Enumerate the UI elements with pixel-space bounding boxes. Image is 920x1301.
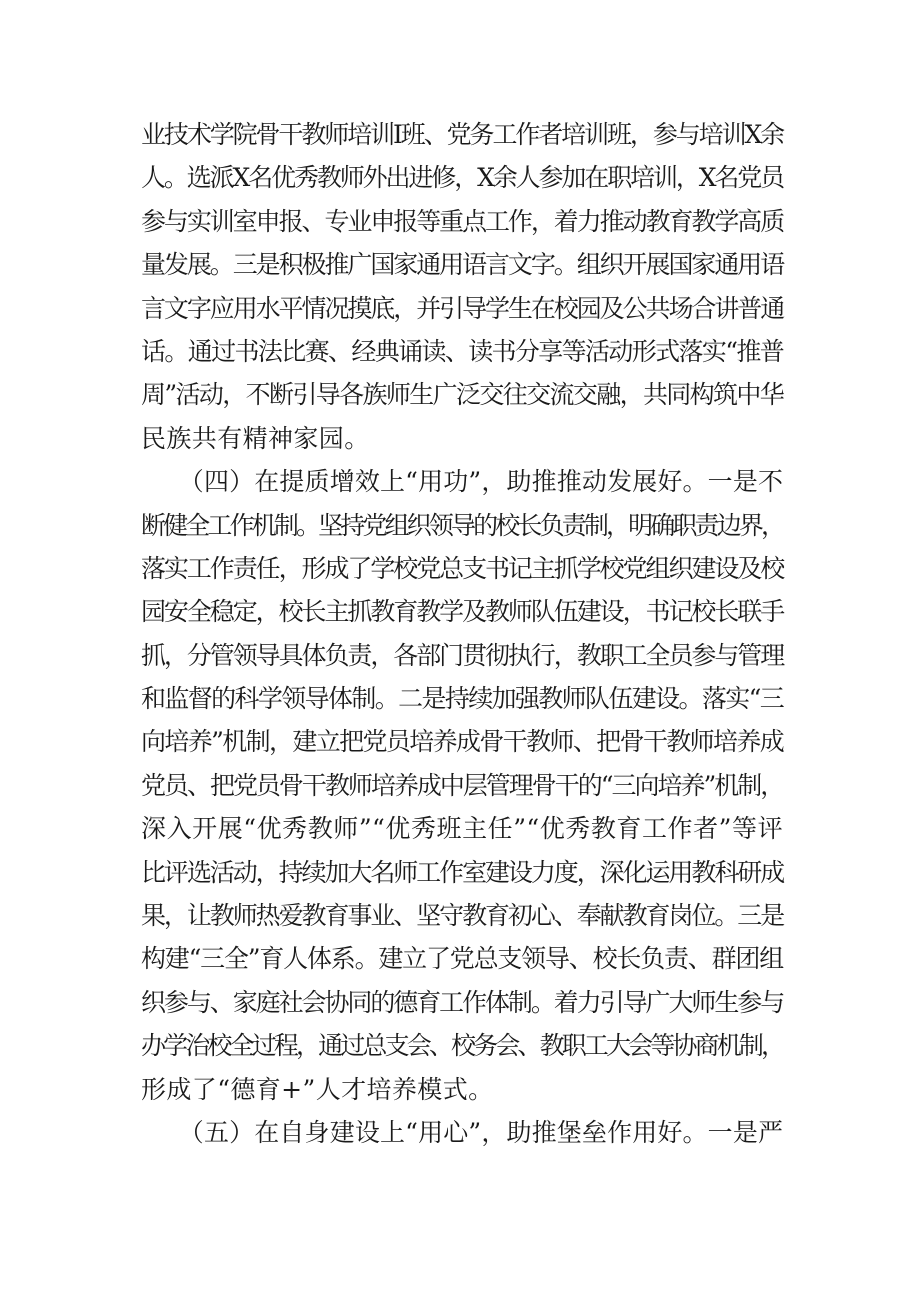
text-line: 抓，分管领导具体负责，各部门贯彻执行，教职工全员参与管理: [141, 640, 783, 670]
text-line: 比评选活动，持续加大名师工作室建设力度，深化运用教科研成: [141, 857, 783, 887]
text-line: 言文字应用水平情况摸底，并引导学生在校园及公共场合讲普通: [141, 293, 783, 323]
text-line: 话。通过书法比赛、经典诵读、读书分享等活动形式落实“推普: [141, 336, 783, 366]
text-line: 人。选派X名优秀教师外出进修，X余人参加在职培训，X名党员: [141, 163, 783, 193]
text-line: 量发展。三是积极推广国家通用语言文字。组织开展国家通用语: [141, 250, 783, 280]
text-line: 构建“三全”育人体系。建立了党总支领导、校长负责、群团组: [141, 944, 783, 974]
text-line: 参与实训室申报、专业申报等重点工作，着力推动教育教学高质: [141, 206, 783, 236]
body-text: [141, 113, 783, 1154]
text-line: 办学治校全过程，通过总支会、校务会、教职工大会等协商机制，: [141, 1031, 783, 1061]
text-line: 果，让教师热爱教育事业、坚守教育初心、奉献教育岗位。三是: [141, 901, 783, 931]
text-line: 形成了“德育+”人才培养模式。: [141, 1074, 494, 1104]
text-line: 断健全工作机制。坚持党组织领导的校长负责制，明确职责边界，: [141, 510, 783, 540]
text-line: 织参与、家庭社会协同的德育工作体制。着力引导广大师生参与: [141, 987, 783, 1017]
text-line: （五）在自身建设上“用心”，助推堡垒作用好。一是严: [141, 1117, 783, 1147]
text-line: 业技术学院骨干教师培训I班、党务工作者培训班，参与培训X余: [141, 120, 783, 149]
text-line: 和监督的科学领导体制。二是持续加强教师队伍建设。落实“三: [141, 684, 783, 714]
text-line: 深入开展“优秀教师”“优秀班主任”“优秀教育工作者”等评: [141, 814, 783, 844]
text-line: （四）在提质增效上“用功”，助推推动发展好。一是不: [141, 467, 783, 497]
text-line: 园安全稳定，校长主抓教育教学及教师队伍建设，书记校长联手: [141, 597, 783, 627]
text-line: 周”活动，不断引导各族师生广泛交往交流交融，共同构筑中华: [141, 380, 783, 410]
text-line: 民族共有精神家园。: [141, 423, 370, 453]
text-line: 向培养”机制，建立把党员培养成骨干教师、把骨干教师培养成: [141, 727, 783, 757]
text-line: 党员、把党员骨干教师培养成中层管理骨干的“三向培养”机制，: [141, 770, 783, 800]
text-line: 落实工作责任，形成了学校党总支书记主抓学校党组织建设及校: [141, 553, 783, 583]
